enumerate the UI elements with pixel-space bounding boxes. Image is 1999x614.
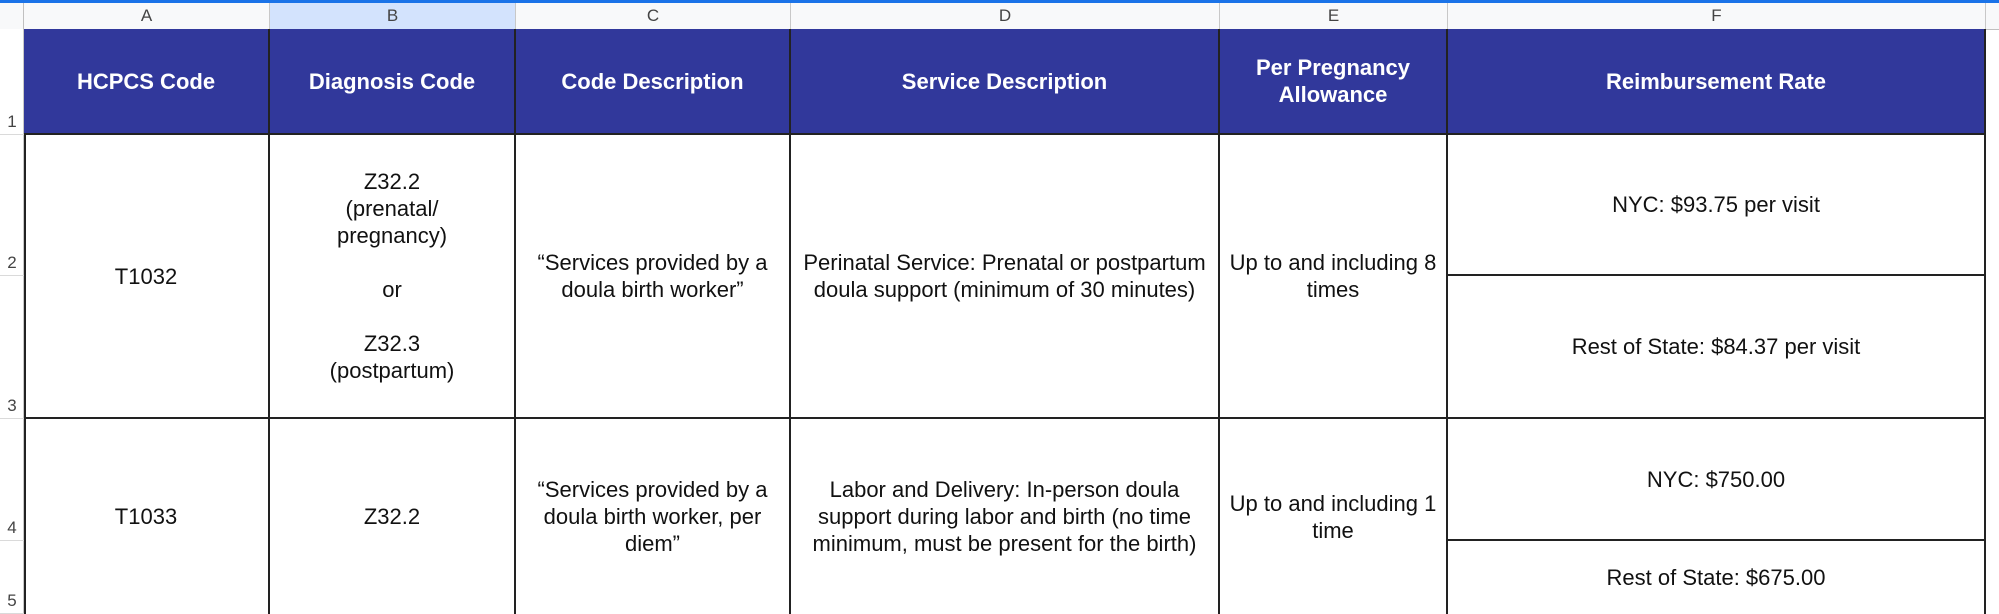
cell-t1033-code-description[interactable]: “Services provided by a doula birth worker, per diem” [516, 419, 791, 614]
column-header-b[interactable]: B [270, 3, 516, 29]
header-per-pregnancy-allowance[interactable]: Per Pregnancy Allowance [1220, 29, 1448, 135]
cell-t1033-rate-nyc[interactable]: NYC: $750.00 [1448, 419, 1986, 541]
column-header-f[interactable]: F [1448, 3, 1986, 29]
header-service-description[interactable]: Service Description [791, 29, 1220, 135]
cell-t1032-service-description[interactable]: Perinatal Service: Prenatal or postpartum doula support (minimum of 30 minutes) [791, 135, 1220, 419]
column-header-a[interactable]: A [24, 3, 270, 29]
select-all-corner[interactable] [0, 3, 24, 29]
cell-t1032-rate-rest-of-state[interactable]: Rest of State: $84.37 per visit [1448, 276, 1986, 419]
header-reimbursement-rate[interactable]: Reimbursement Rate [1448, 29, 1986, 135]
header-hcpcs-code[interactable]: HCPCS Code [24, 29, 270, 135]
cell-t1033-hcpcs[interactable]: T1033 [24, 419, 270, 614]
column-header-c[interactable]: C [516, 3, 791, 29]
cell-t1033-service-description[interactable]: Labor and Delivery: In-person doula support during labor and birth (no time minimum, must be present for the birth) [791, 419, 1220, 614]
header-code-description[interactable]: Code Description [516, 29, 791, 135]
row-header-3[interactable]: 3 [0, 276, 24, 419]
cell-t1032-diagnosis[interactable]: Z32.2 (prenatal/ pregnancy) or Z32.3 (postpartum) [270, 135, 516, 419]
row-header-5[interactable]: 5 [0, 541, 24, 614]
row-header-2[interactable]: 2 [0, 135, 24, 276]
cell-t1033-allowance[interactable]: Up to and including 1 time [1220, 419, 1448, 614]
cell-t1032-hcpcs[interactable]: T1032 [24, 135, 270, 419]
header-diagnosis-code[interactable]: Diagnosis Code [270, 29, 516, 135]
column-header-e[interactable]: E [1220, 3, 1448, 29]
cell-t1033-diagnosis[interactable]: Z32.2 [270, 419, 516, 614]
row-header-1[interactable]: 1 [0, 29, 24, 135]
cell-t1032-rate-nyc[interactable]: NYC: $93.75 per visit [1448, 135, 1986, 276]
cell-t1032-allowance[interactable]: Up to and including 8 times [1220, 135, 1448, 419]
row-header-4[interactable]: 4 [0, 419, 24, 541]
cell-t1033-rate-rest-of-state[interactable]: Rest of State: $675.00 [1448, 541, 1986, 614]
column-header-d[interactable]: D [791, 3, 1220, 29]
cell-t1032-code-description[interactable]: “Services provided by a doula birth worker” [516, 135, 791, 419]
